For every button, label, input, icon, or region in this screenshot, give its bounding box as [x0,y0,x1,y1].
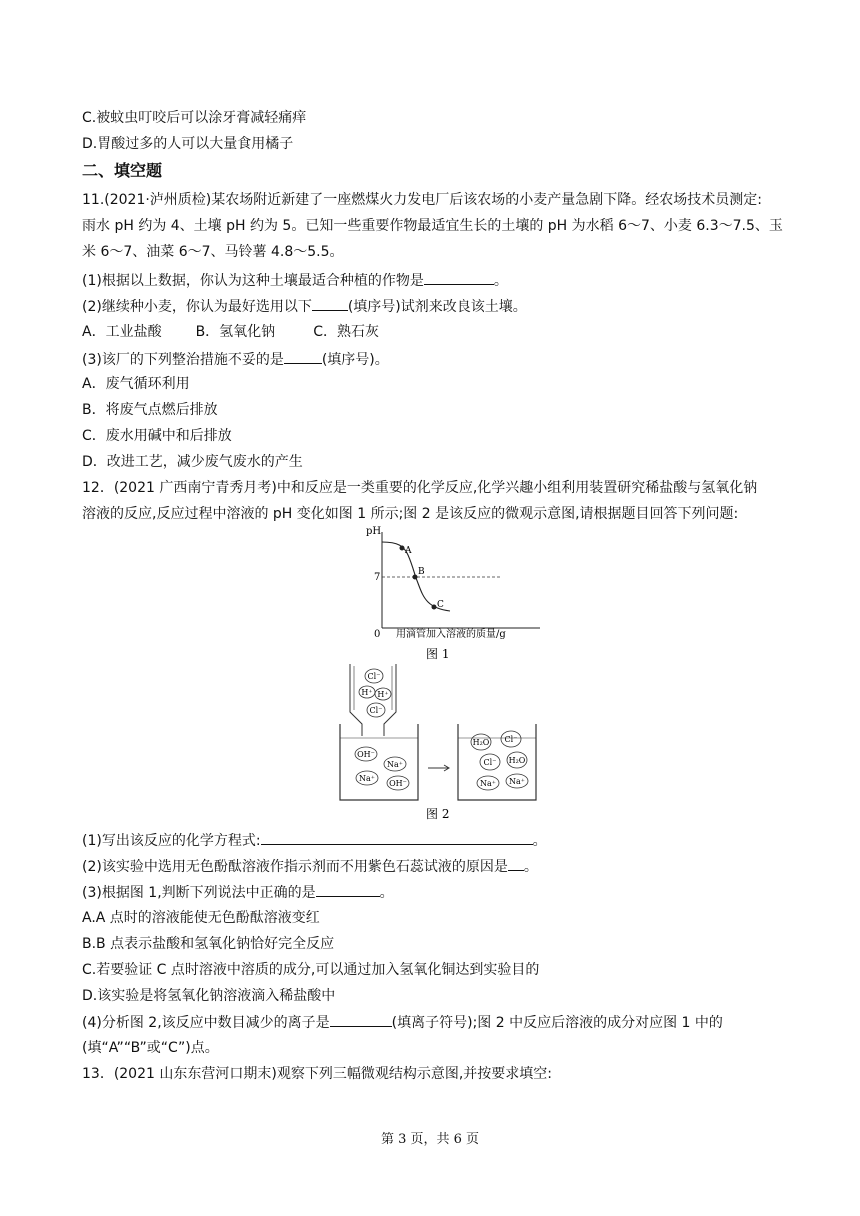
q12-part4-text-2: (填离子符号);图 2 中反应后溶液的成分对应图 1 中的 [391,1015,723,1031]
q11-text-1: 11.(2021·泸州质检)某农场附近新建了一座燃煤火力发电厂后该农场的小麦产量急剧下降。经农场技术员测定: [82,192,762,208]
q12-text-1: 12．(2021 广西南宁青秀月考)中和反应是一类重要的化学反应,化学兴趣小组利用装置研究稀盐酸与氢氧化钠 [82,480,758,496]
ion-label: H⁺ [361,688,373,697]
q11-part3-option-c: C．废水用碱中和后排放 [82,428,232,444]
q11-part2-text: (2)继续种小麦，你认为最好选用以下 [82,299,312,315]
q11-part1 [82,270,508,291]
point-a-label: A [405,546,412,556]
q11-text-3: 米 6～7、油菜 6～7、马铃薯 4.8～5.5。 [82,244,344,260]
left-beaker-ions [355,747,409,790]
q11-part3-option-a: A．废气循环利用 [82,376,190,392]
left-beaker [340,724,418,800]
line-option-d-q10: D.胃酸过多的人可以大量食用橘子 [82,136,294,152]
point-c-label: C [437,600,444,610]
figure-2-micro-diagram [338,662,548,822]
point-c-marker [432,605,437,610]
ion-label: OH⁻ [389,779,407,788]
q11-part2-end: (填序号)试剂来改良该土壤。 [347,299,527,315]
ion-label: H⁺ [377,690,389,699]
q11-part1-end: 。 [493,273,508,289]
q12-part3-option-a: A.A 点时的溶液能使无色酚酞溶液变红 [82,910,320,926]
q12-part1 [82,830,547,851]
right-beaker-ions [471,731,528,790]
line-option-c-q10: C.被蚊虫叮咬后可以涂牙膏减轻痛痒 [82,110,307,126]
q11-part2-options [82,322,379,342]
q11-part3-text: (3)该厂的下列整治措施不妥的是 [82,352,284,368]
q12-part3 [82,882,394,903]
q11-part2 [82,296,527,317]
figure-2-caption: 图 2 [426,807,450,821]
q11-part1-text: (1)根据以上数据，你认为这种土壤最适合种植的作物是 [82,273,424,289]
answer-blank[interactable] [261,830,533,845]
point-a-marker [400,546,405,551]
q11-part3-end: (填序号)。 [321,352,389,368]
dropper-ions [359,669,391,717]
ion-label: Na⁺ [359,774,375,783]
q11-option-a: A．工业盐酸 [82,324,162,340]
ion-label: Cl⁻ [367,672,381,681]
page-footer: 第 3 页，共 6 页 [380,1132,480,1147]
answer-blank[interactable] [508,856,524,871]
q12-part2 [82,856,538,877]
answer-blank[interactable] [284,349,322,364]
q11-part3-option-b: B．将废气点燃后排放 [82,402,218,418]
q11-option-b: B．氢氧化钠 [195,324,276,340]
q12-part3-option-c: C.若要验证 C 点时溶液中溶质的成分,可以通过加入氢氧化铜达到实验目的 [82,962,540,978]
q12-part3-option-d: D.该实验是将氢氧化钠溶液滴入稀盐酸中 [82,988,336,1004]
q12-part1-text: (1)写出该反应的化学方程式: [82,833,261,849]
ion-label: Na⁺ [509,777,525,786]
q11-part3 [82,349,389,370]
q13-text: 13．(2021 山东东营河口期末)观察下列三幅微观结构示意图,并按要求填空: [82,1066,552,1082]
q12-part3-end: 。 [379,885,394,901]
point-b-label: B [418,567,425,577]
answer-blank[interactable] [424,270,494,285]
q12-part2-text: (2)该实验中选用无色酚酞溶液作指示剂而不用紫色石蕊试液的原因是 [82,859,508,875]
answer-blank[interactable] [316,882,380,897]
ion-label: Na⁺ [480,779,496,788]
ion-label: H₂O [472,738,490,747]
answer-blank[interactable] [330,1012,392,1027]
q12-part1-end: 。 [532,833,547,849]
ion-label: OH⁻ [357,750,375,759]
x-axis-label: 用滴管加入溶液的质量/g [396,629,506,640]
ion-label: Na⁺ [387,760,403,769]
q12-text-2: 溶液的反应,反应过程中溶液的 pH 变化如图 1 所示;图 2 是该反应的微观示意图,请根据题目回答下列问题: [82,506,739,522]
ion-label: Cl⁻ [483,758,497,767]
q12-part2-end: 。 [523,859,538,875]
y-axis-label: pH [366,526,382,537]
ion-label: H₂O [508,756,526,765]
tick-7: 7 [374,572,381,583]
section-heading: 二、填空题 [82,161,163,180]
q12-part3-option-b: B.B 点表示盐酸和氢氧化钠恰好完全反应 [82,936,335,952]
origin-label: 0 [374,629,381,640]
ion-label: Cl⁻ [369,706,383,715]
q11-option-c: C．熟石灰 [313,324,379,340]
answer-blank[interactable] [312,296,348,311]
point-b-marker [413,575,418,580]
ion-label: Cl⁻ [504,735,518,744]
figure-1-ph-curve [350,522,550,662]
q12-part4-text: (4)分析图 2,该反应中数目减少的离子是 [82,1015,330,1031]
q11-part3-option-d: D．改进工艺，减少废气废水的产生 [82,454,303,470]
figure-1-caption: 图 1 [426,647,450,661]
q12-part4-cont: (填“A”“B”或“C”)点。 [82,1040,219,1056]
q11-text-2: 雨水 pH 约为 4、土壤 pH 约为 5。已知一些重要作物最适宜生长的土壤的 pH 为水稻 6～7、小麦 6.3～7.5、玉 [82,218,783,234]
q12-part4 [82,1012,723,1033]
q12-part3-text: (3)根据图 1,判断下列说法中正确的是 [82,885,316,901]
